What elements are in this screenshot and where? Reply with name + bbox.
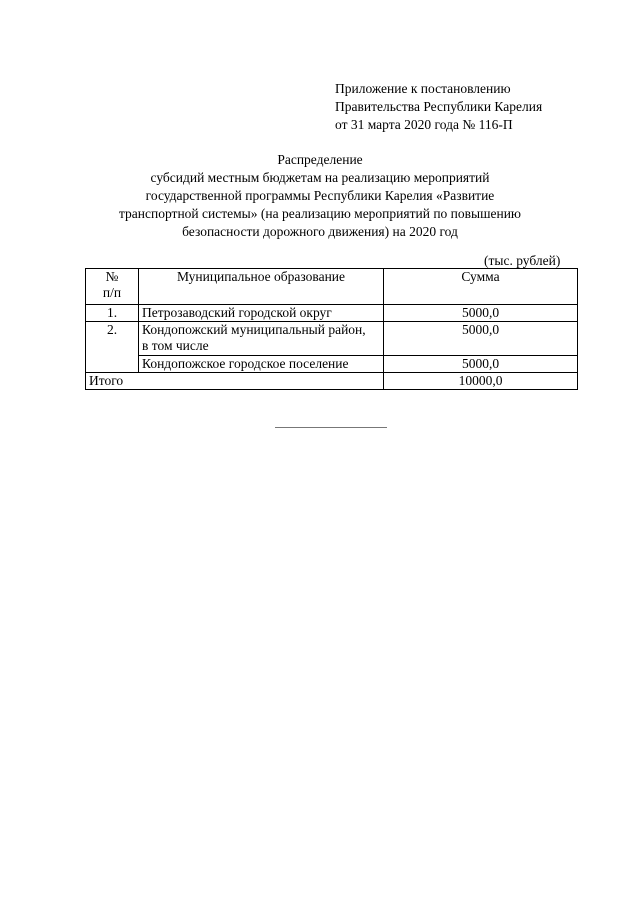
row-municipality: Петрозаводский городской округ: [139, 305, 384, 322]
document-subtitle-line-2: государственной программы Республики Карелия «Развитие: [145, 188, 495, 203]
header-sum: Сумма: [384, 269, 578, 305]
appendix-block: [335, 80, 542, 134]
header-number-line-1: №: [105, 269, 119, 284]
row-municipality-line-2: в том числе: [142, 338, 209, 353]
table-row: [86, 356, 578, 373]
table-row: [86, 322, 578, 356]
row-municipality-line-1: Кондопожский муниципальный район,: [142, 322, 366, 337]
unit-label: (тыс. рублей): [484, 253, 561, 268]
row-sum: 5000,0: [384, 305, 578, 322]
table-total-row: [86, 373, 578, 390]
table-row: [86, 305, 578, 322]
header-number-line-2: п/п: [102, 285, 122, 300]
row-municipality: Кондопожское городское поселение: [139, 356, 384, 373]
table-header-row: [86, 269, 578, 305]
appendix-line-2: Правительства Республики Карелия: [335, 99, 543, 114]
distribution-table: [85, 268, 578, 390]
total-label: Итого: [86, 373, 384, 390]
row-sum: 5000,0: [384, 356, 578, 373]
appendix-line-1: Приложение к постановлению: [335, 81, 511, 96]
document-title: Распределение: [277, 152, 363, 167]
row-number: 2.: [86, 322, 139, 373]
header-municipality: Муниципальное образование: [139, 269, 384, 305]
document-subtitle-line-4: безопасности дорожного движения) на 2020 год: [182, 224, 458, 239]
total-sum: 10000,0: [384, 373, 578, 390]
header-number: [86, 269, 139, 305]
document-subtitle-line-3: транспортной системы» (на реализацию мероприятий по повышению: [118, 206, 522, 221]
row-number: 1.: [86, 305, 139, 322]
row-municipality: [139, 322, 384, 356]
row-sum: 5000,0: [384, 322, 578, 356]
appendix-line-3: от 31 марта 2020 года № 116-П: [335, 117, 513, 132]
closing-divider: [275, 427, 387, 428]
document-subtitle-line-1: субсидий местным бюджетам на реализацию мероприятий: [150, 170, 490, 185]
